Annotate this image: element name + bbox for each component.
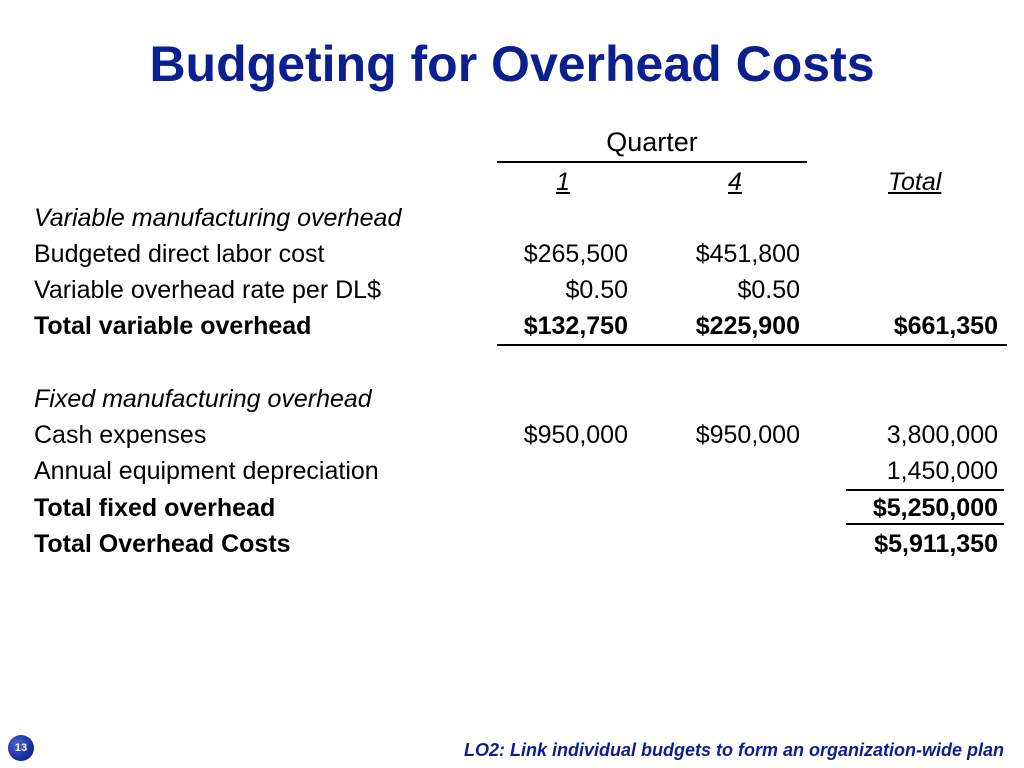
quarter-underline (497, 161, 807, 163)
table-row-overhead-rate (0, 272, 1024, 308)
column-header-quarter-4: 4 (728, 168, 742, 196)
column-header-quarter-1: 1 (556, 168, 570, 196)
table-row-total-fixed (0, 490, 1024, 526)
cell-total: 3,800,000 (886, 421, 998, 449)
cell-quarter-4: $950,000 (695, 421, 800, 449)
table-row-total-overhead (0, 526, 1024, 562)
table-row-variable-heading (0, 200, 1024, 236)
row-label: Budgeted direct labor cost (34, 240, 325, 268)
row-label: Variable overhead rate per DL$ (34, 276, 381, 304)
row-label: Total Overhead Costs (34, 530, 291, 558)
cell-total: $5,250,000 (872, 494, 998, 522)
row-label: Cash expenses (34, 421, 207, 449)
row-label: Total variable overhead (34, 312, 312, 340)
cell-quarter-1: $132,750 (523, 312, 628, 340)
table-row-total-variable (0, 308, 1024, 344)
total-variable-underline (497, 344, 1007, 346)
cell-quarter-1: $265,500 (523, 240, 628, 268)
table-row-cash-expenses (0, 417, 1024, 453)
table-row-fixed-heading (0, 381, 1024, 417)
cell-quarter-4: $451,800 (695, 240, 800, 268)
slide-title: Budgeting for Overhead Costs (149, 36, 875, 92)
cell-quarter-1: $950,000 (523, 421, 628, 449)
table-row-depreciation (0, 453, 1024, 489)
page-number-badge: 13 (8, 735, 34, 761)
row-label: Fixed manufacturing overhead (34, 385, 372, 413)
cell-total: $661,350 (893, 312, 998, 340)
row-label: Annual equipment depreciation (34, 457, 379, 485)
cell-quarter-4: $0.50 (737, 276, 800, 304)
footer-learning-objective: LO2: Link individual budgets to form an organization-wide plan (463, 740, 1004, 760)
cell-total: $5,911,350 (874, 530, 998, 558)
column-header-total: Total (888, 168, 942, 196)
row-label: Variable manufacturing overhead (34, 204, 402, 232)
row-label: Total fixed overhead (34, 494, 276, 522)
table-row-direct-labor (0, 236, 1024, 272)
quarter-header: Quarter (606, 127, 698, 157)
cell-quarter-1: $0.50 (565, 276, 628, 304)
cell-total: 1,450,000 (886, 457, 998, 485)
total-fixed-underline (846, 523, 1004, 525)
cell-quarter-4: $225,900 (695, 312, 800, 340)
